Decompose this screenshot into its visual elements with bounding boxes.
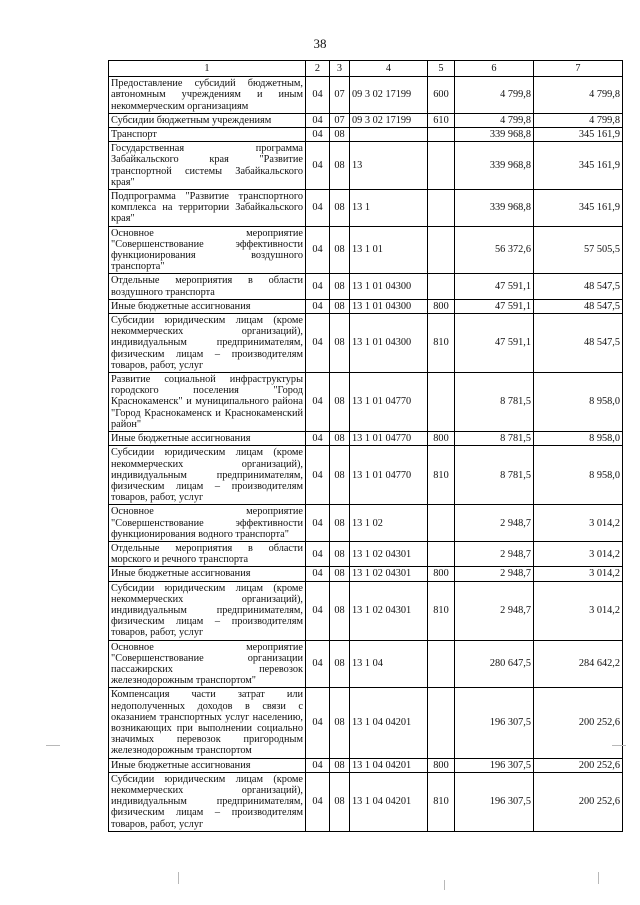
table-row <box>109 226 623 274</box>
cell-name: Компенсация части затрат или недополученных доходов в связи с оказанием транспортных услуг населению, возникающих при выполнении социально значимых перевозок пригородным железнодорожным транспортом <box>109 688 306 758</box>
table-row <box>109 446 623 505</box>
cell-subsection: 08 <box>330 299 350 313</box>
cell-name: Основное мероприятие "Совершенствование эффективности функционирования водного транспорта" <box>109 505 306 542</box>
cell-amount-year1: 2 948,7 <box>455 505 534 542</box>
table-header-row <box>109 61 623 77</box>
table-row <box>109 113 623 127</box>
cell-target-code: 13 1 02 04301 <box>350 581 428 640</box>
cell-amount-year1: 339 968,8 <box>455 128 534 142</box>
cell-amount-year1: 47 591,1 <box>455 274 534 299</box>
cell-name: Иные бюджетные ассигнования <box>109 299 306 313</box>
table-row <box>109 190 623 227</box>
cell-name: Отдельные мероприятия в области воздушного транспорта <box>109 274 306 299</box>
cell-subsection: 08 <box>330 432 350 446</box>
cell-target-code: 13 1 01 04770 <box>350 446 428 505</box>
cell-target-code: 09 3 02 17199 <box>350 77 428 114</box>
cell-section: 04 <box>306 142 330 190</box>
cell-expense-type: 810 <box>428 772 455 831</box>
cell-name: Иные бюджетные ассигнования <box>109 758 306 772</box>
cell-amount-year1: 196 307,5 <box>455 758 534 772</box>
cell-target-code: 13 1 02 04301 <box>350 567 428 581</box>
table-row <box>109 373 623 432</box>
cell-subsection: 08 <box>330 772 350 831</box>
cell-target-code: 13 1 02 <box>350 505 428 542</box>
cell-amount-year2: 48 547,5 <box>534 314 623 373</box>
column-header: 7 <box>534 61 623 77</box>
cell-expense-type <box>428 373 455 432</box>
cell-name: Иные бюджетные ассигнования <box>109 432 306 446</box>
cell-expense-type <box>428 505 455 542</box>
cell-section: 04 <box>306 432 330 446</box>
cell-amount-year1: 4 799,8 <box>455 113 534 127</box>
scan-artifact <box>444 880 445 890</box>
cell-section: 04 <box>306 299 330 313</box>
scan-artifact <box>46 745 60 746</box>
cell-amount-year1: 2 948,7 <box>455 581 534 640</box>
table-row <box>109 314 623 373</box>
cell-section: 04 <box>306 640 330 688</box>
column-header: 1 <box>109 61 306 77</box>
cell-target-code: 13 1 01 04770 <box>350 432 428 446</box>
cell-amount-year2: 345 161,9 <box>534 142 623 190</box>
table-row <box>109 581 623 640</box>
cell-target-code: 13 1 01 04300 <box>350 299 428 313</box>
cell-amount-year1: 56 372,6 <box>455 226 534 274</box>
cell-amount-year2: 8 958,0 <box>534 432 623 446</box>
cell-section: 04 <box>306 373 330 432</box>
cell-expense-type: 810 <box>428 581 455 640</box>
table-row <box>109 567 623 581</box>
cell-target-code: 13 1 01 04300 <box>350 314 428 373</box>
cell-expense-type <box>428 142 455 190</box>
cell-amount-year2: 48 547,5 <box>534 299 623 313</box>
cell-amount-year1: 47 591,1 <box>455 299 534 313</box>
table-row <box>109 505 623 542</box>
cell-amount-year1: 339 968,8 <box>455 190 534 227</box>
cell-subsection: 08 <box>330 758 350 772</box>
cell-amount-year1: 2 948,7 <box>455 541 534 566</box>
cell-amount-year1: 196 307,5 <box>455 772 534 831</box>
cell-section: 04 <box>306 128 330 142</box>
cell-amount-year1: 8 781,5 <box>455 446 534 505</box>
cell-subsection: 08 <box>330 505 350 542</box>
cell-subsection: 08 <box>330 688 350 758</box>
cell-subsection: 08 <box>330 128 350 142</box>
cell-target-code: 13 1 04 04201 <box>350 688 428 758</box>
cell-expense-type <box>428 226 455 274</box>
cell-amount-year2: 8 958,0 <box>534 446 623 505</box>
cell-amount-year2: 57 505,5 <box>534 226 623 274</box>
cell-amount-year2: 3 014,2 <box>534 505 623 542</box>
column-header: 5 <box>428 61 455 77</box>
cell-expense-type <box>428 640 455 688</box>
column-header: 3 <box>330 61 350 77</box>
cell-section: 04 <box>306 772 330 831</box>
column-header: 2 <box>306 61 330 77</box>
cell-amount-year1: 280 647,5 <box>455 640 534 688</box>
table-body <box>109 77 623 832</box>
cell-target-code: 13 1 04 04201 <box>350 758 428 772</box>
cell-target-code: 09 3 02 17199 <box>350 113 428 127</box>
cell-amount-year2: 345 161,9 <box>534 128 623 142</box>
cell-target-code: 13 1 <box>350 190 428 227</box>
table-row <box>109 299 623 313</box>
cell-expense-type: 810 <box>428 446 455 505</box>
cell-section: 04 <box>306 226 330 274</box>
cell-amount-year1: 339 968,8 <box>455 142 534 190</box>
cell-expense-type <box>428 128 455 142</box>
cell-amount-year1: 47 591,1 <box>455 314 534 373</box>
cell-subsection: 07 <box>330 113 350 127</box>
cell-section: 04 <box>306 688 330 758</box>
cell-amount-year2: 200 252,6 <box>534 758 623 772</box>
cell-name: Субсидии юридическим лицам (кроме некоммерческих организаций), индивидуальным предпринимателям, физическим лицам – производителям товаров, работ, услуг <box>109 772 306 831</box>
cell-target-code: 13 <box>350 142 428 190</box>
cell-name: Субсидии юридическим лицам (кроме некоммерческих организаций), индивидуальным предпринимателям, физическим лицам – производителям товаров, работ, услуг <box>109 314 306 373</box>
cell-target-code: 13 1 02 04301 <box>350 541 428 566</box>
column-header: 6 <box>455 61 534 77</box>
cell-subsection: 08 <box>330 142 350 190</box>
cell-amount-year2: 3 014,2 <box>534 581 623 640</box>
cell-section: 04 <box>306 581 330 640</box>
cell-name: Субсидии юридическим лицам (кроме некоммерческих организаций), индивидуальным предпринимателям, физическим лицам – производителям товаров, работ, услуг <box>109 446 306 505</box>
cell-amount-year1: 8 781,5 <box>455 373 534 432</box>
cell-expense-type <box>428 541 455 566</box>
cell-name: Предоставление субсидий бюджетным, автономным учреждениям и иным некоммерческим организациям <box>109 77 306 114</box>
cell-amount-year2: 4 799,8 <box>534 77 623 114</box>
cell-section: 04 <box>306 541 330 566</box>
table-row <box>109 758 623 772</box>
cell-amount-year1: 196 307,5 <box>455 688 534 758</box>
cell-name: Развитие социальной инфраструктуры городского поселения "Город Краснокаменск" и муниципального района "Город Краснокаменск и Краснокаменский район" <box>109 373 306 432</box>
table-row <box>109 432 623 446</box>
cell-amount-year2: 200 252,6 <box>534 772 623 831</box>
cell-subsection: 08 <box>330 226 350 274</box>
table-row <box>109 772 623 831</box>
scan-artifact <box>178 872 179 884</box>
cell-amount-year2: 4 799,8 <box>534 113 623 127</box>
cell-subsection: 08 <box>330 541 350 566</box>
table-row <box>109 274 623 299</box>
cell-expense-type: 800 <box>428 758 455 772</box>
cell-amount-year2: 8 958,0 <box>534 373 623 432</box>
cell-subsection: 08 <box>330 446 350 505</box>
table-row <box>109 541 623 566</box>
page-number: 38 <box>313 36 327 51</box>
cell-amount-year2: 345 161,9 <box>534 190 623 227</box>
scan-artifact <box>612 745 626 746</box>
table-row <box>109 688 623 758</box>
cell-section: 04 <box>306 567 330 581</box>
cell-subsection: 07 <box>330 77 350 114</box>
cell-subsection: 08 <box>330 373 350 432</box>
cell-section: 04 <box>306 274 330 299</box>
cell-target-code <box>350 128 428 142</box>
table-row <box>109 142 623 190</box>
table-row <box>109 128 623 142</box>
cell-section: 04 <box>306 505 330 542</box>
cell-name: Государственная программа Забайкальского края "Развитие транспортной системы Забайкальского края" <box>109 142 306 190</box>
cell-name: Иные бюджетные ассигнования <box>109 567 306 581</box>
cell-name: Основное мероприятие "Совершенствование эффективности функционирования воздушного транспорта" <box>109 226 306 274</box>
cell-amount-year2: 3 014,2 <box>534 541 623 566</box>
cell-expense-type <box>428 190 455 227</box>
cell-name: Подпрограмма "Развитие транспортного комплекса на территории Забайкальского края" <box>109 190 306 227</box>
column-header: 4 <box>350 61 428 77</box>
table-row <box>109 77 623 114</box>
cell-expense-type: 600 <box>428 77 455 114</box>
cell-subsection: 08 <box>330 581 350 640</box>
cell-target-code: 13 1 04 04201 <box>350 772 428 831</box>
cell-amount-year2: 284 642,2 <box>534 640 623 688</box>
cell-expense-type: 810 <box>428 314 455 373</box>
cell-section: 04 <box>306 314 330 373</box>
cell-target-code: 13 1 01 04300 <box>350 274 428 299</box>
cell-amount-year1: 8 781,5 <box>455 432 534 446</box>
cell-name: Основное мероприятие "Совершенствование организации пассажирских перевозок железнодорожным транспортом" <box>109 640 306 688</box>
cell-expense-type <box>428 274 455 299</box>
cell-section: 04 <box>306 113 330 127</box>
cell-section: 04 <box>306 446 330 505</box>
cell-name: Отдельные мероприятия в области морского и речного транспорта <box>109 541 306 566</box>
cell-amount-year2: 200 252,6 <box>534 688 623 758</box>
cell-name: Субсидии юридическим лицам (кроме некоммерческих организаций), индивидуальным предпринимателям, физическим лицам – производителям товаров, работ, услуг <box>109 581 306 640</box>
cell-amount-year1: 4 799,8 <box>455 77 534 114</box>
cell-section: 04 <box>306 77 330 114</box>
cell-subsection: 08 <box>330 274 350 299</box>
cell-section: 04 <box>306 190 330 227</box>
cell-expense-type: 800 <box>428 432 455 446</box>
cell-subsection: 08 <box>330 314 350 373</box>
table-row <box>109 640 623 688</box>
budget-table <box>108 60 623 832</box>
scan-artifact <box>598 872 599 884</box>
cell-target-code: 13 1 01 04770 <box>350 373 428 432</box>
cell-amount-year2: 3 014,2 <box>534 567 623 581</box>
cell-target-code: 13 1 01 <box>350 226 428 274</box>
cell-amount-year1: 2 948,7 <box>455 567 534 581</box>
cell-amount-year2: 48 547,5 <box>534 274 623 299</box>
cell-expense-type <box>428 688 455 758</box>
cell-name: Субсидии бюджетным учреждениям <box>109 113 306 127</box>
cell-subsection: 08 <box>330 640 350 688</box>
cell-name: Транспорт <box>109 128 306 142</box>
cell-section: 04 <box>306 758 330 772</box>
cell-expense-type: 610 <box>428 113 455 127</box>
cell-subsection: 08 <box>330 190 350 227</box>
cell-expense-type: 800 <box>428 567 455 581</box>
cell-subsection: 08 <box>330 567 350 581</box>
cell-target-code: 13 1 04 <box>350 640 428 688</box>
cell-expense-type: 800 <box>428 299 455 313</box>
